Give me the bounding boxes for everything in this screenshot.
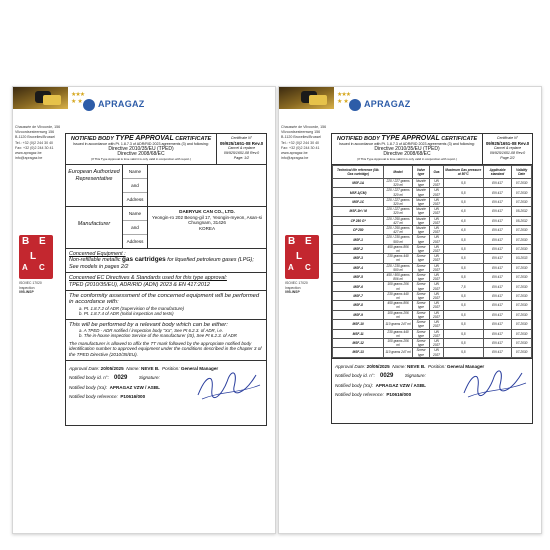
table-cell: EN 417 xyxy=(483,254,512,263)
table-cell: Screw type xyxy=(412,301,429,310)
table-header-cell: Model xyxy=(384,166,412,179)
table-cell: EN 417 xyxy=(483,348,512,357)
table-row xyxy=(333,338,532,347)
table-row xyxy=(333,188,532,197)
table-cell: 230 grams 440 ml xyxy=(384,254,412,263)
table-row xyxy=(333,348,532,357)
table-cell: Nozzle type xyxy=(412,207,429,216)
table-cell: MSF-1 xyxy=(333,235,384,244)
table-cell: Screw type xyxy=(412,263,429,272)
table-cell: EN 417 xyxy=(483,338,512,347)
table-cell: EN 417 xyxy=(483,320,512,329)
table-cell: 5,5 xyxy=(443,179,483,188)
table-cell: EN 417 xyxy=(483,263,512,272)
table-cell: UN 2037 xyxy=(430,254,444,263)
page-number: Page: 1/2 xyxy=(233,156,250,160)
conformity-section: The conformity assessment of the concerned equipment will be performed in accordance with: a. Pt. 1.8.7.2 of ADR (Supervision of the manufacture) b. Pt. 1.8.7.4 of ADR (Initial inspection and tests) xyxy=(66,291,266,320)
table-cell: MSF-2 xyxy=(333,244,384,253)
table-row xyxy=(333,244,532,253)
table-row xyxy=(333,235,532,244)
table-cell: 7,5 xyxy=(443,282,483,291)
table-cell: MSF-10 xyxy=(333,320,384,329)
table-cell: 07.2030 xyxy=(512,282,532,291)
table-cell: EN 417 xyxy=(483,188,512,197)
cert-label: Certificate N° xyxy=(230,136,253,140)
table-row xyxy=(333,263,532,272)
table-row xyxy=(333,273,532,282)
table-row xyxy=(333,179,532,188)
table-cell: MSF-12 xyxy=(333,338,384,347)
table-row xyxy=(333,329,532,338)
table-row xyxy=(333,216,532,225)
table-cell: Nozzle type xyxy=(412,197,429,206)
table-cell: 230 grams 440 ml xyxy=(384,329,412,338)
table-cell: EN 417 xyxy=(483,244,512,253)
certificate-title: NOTIFIED BODY TYPE APPROVAL CERTIFICATE xyxy=(70,135,212,142)
table-cell: EN 417 xyxy=(483,179,512,188)
table-cell: UN 2037 xyxy=(430,179,444,188)
table-cell: UN 2037 xyxy=(430,216,444,225)
table-cell: Screw type xyxy=(412,310,429,319)
table-cell: 450 grams 806 ml xyxy=(384,244,412,253)
table-cell: EN 417 xyxy=(483,301,512,310)
table-cell: 6,5 xyxy=(443,216,483,225)
table-row xyxy=(333,291,532,300)
page-number: Page 2/2 xyxy=(500,156,515,160)
table-cell: 5,5 xyxy=(443,348,483,357)
table-cell: 230 grams 440 ml xyxy=(384,291,412,300)
table-cell: Screw type xyxy=(412,273,429,282)
manufacturer-row: Manufacturer Name and Address DAERYUK CAN CO., LTD. Yeongin-ro 202 Beong-gil 17, Yeongin-myeon, Asan-si Chungnam, 31426 KOREA xyxy=(66,207,266,249)
table-cell: UN 2037 xyxy=(430,329,444,338)
table-cell: MSF-3 xyxy=(333,254,384,263)
table-row xyxy=(333,310,532,319)
table-cell: 07.2030 xyxy=(512,263,532,272)
certificate-page-1 xyxy=(12,86,276,534)
table-cell: 100 grams 206 ml xyxy=(384,338,412,347)
table-cell: 5,5 xyxy=(443,263,483,272)
table-cell: MSF-9 xyxy=(333,310,384,319)
cert-number: 09/925/1651-08 Rev.0 xyxy=(219,141,264,146)
handwritten-signature xyxy=(458,363,528,403)
table-cell: UN 2037 xyxy=(430,291,444,300)
table-cell: 07.2030 xyxy=(512,273,532,282)
table-cell: 07.2030 xyxy=(512,348,532,357)
table-row xyxy=(333,254,532,263)
table-row xyxy=(333,207,532,216)
certificate-frame xyxy=(65,133,267,426)
table-cell: 110 grams 247 ml xyxy=(384,320,412,329)
issuer-name: APRAGAZ xyxy=(98,99,145,109)
signature-block: Approval Date: 20/05/2025 Name: NEVE B. Position: General Manager Notified body id. n°: 0029 Signature: Notified body (Xa): APRAGAZ VZW / ASBL Notified body reference: P10616/000 xyxy=(332,358,532,423)
table-cell: UN 2037 xyxy=(430,282,444,291)
table-cell: 05.2032 xyxy=(512,216,532,225)
table-cell: 220 / 227 grams 320 ml xyxy=(384,179,412,188)
rep-label: European Authorized Representative xyxy=(66,165,123,206)
directive-line: Directive 2008/68/EC xyxy=(117,151,165,157)
table-cell: EN 417 xyxy=(483,226,512,235)
table-cell: 07.2030 xyxy=(512,310,532,319)
table-row xyxy=(333,282,532,291)
table-cell: 5,5 xyxy=(443,338,483,347)
signature-block: Approval Date: 20/05/2025 Name: NEVE B. Position: General Manager Notified body id. n°: 0029 Signature: Notified body (Xa): APRAGAZ VZW / ASBL Notified body reference: P10616/000 xyxy=(66,361,266,425)
cancel-ref: 09/925/1651-08 Rev.0 xyxy=(223,151,260,155)
table-cell: EN 417 xyxy=(483,310,512,319)
apragaz-logo xyxy=(71,91,161,113)
table-cell: Screw type xyxy=(412,338,429,347)
table-header-cell: Validity Date xyxy=(512,166,532,179)
table-cell: UN 2037 xyxy=(430,310,444,319)
table-cell: MSF-13 xyxy=(333,348,384,357)
table-cell: 5,5 xyxy=(443,235,483,244)
table-cell: 07.2030 xyxy=(512,226,532,235)
table-cell: 220 / 227 grams 320 ml xyxy=(384,197,412,206)
table-cell: MSF-1(CM) xyxy=(333,188,384,197)
table-cell: 100 grams 206 ml xyxy=(384,282,412,291)
table-cell: 5,5 xyxy=(443,329,483,338)
table-cell: UN 2037 xyxy=(430,263,444,272)
table-cell: UN 2037 xyxy=(430,338,444,347)
table-cell: UN 2037 xyxy=(430,348,444,357)
table-cell: 6,5 xyxy=(443,226,483,235)
certificate-title: NOTIFIED BODY TYPE APPROVAL CERTIFICATE xyxy=(336,135,478,142)
models-table xyxy=(332,165,532,358)
certificate-header xyxy=(66,134,266,165)
table-cell: Screw type xyxy=(412,329,429,338)
table-cell: 5,5 xyxy=(443,273,483,282)
table-cell: 07.2030 xyxy=(512,188,532,197)
table-cell: MSF-11 xyxy=(333,329,384,338)
issuer-address: Chaussée de Vilvoorde, 156 Vilvoordsesteenweg 156 B-1120 Bruxelles/Brussel Tel.: +32 (0)2 244 30 40 Fax: +32 (0)2 244 30 41 www.apragaz.be info@apragaz.be xyxy=(281,125,327,161)
table-row xyxy=(333,320,532,329)
table-cell: 07.2030 xyxy=(512,320,532,329)
table-cell: Screw type xyxy=(412,282,429,291)
apragaz-mark-icon xyxy=(349,99,361,111)
table-cell: 07.2030 xyxy=(512,235,532,244)
table-cell: EN 417 xyxy=(483,329,512,338)
belac-logo: B E L A C xyxy=(285,235,319,279)
type-note: (If This Type Approval is time valid it is only valid in conjunction with report.) xyxy=(91,157,191,161)
table-cell: 450 / 500 grams 806 ml xyxy=(384,273,412,282)
table-cell: 450 grams 806 ml xyxy=(384,301,412,310)
table-cell: MSF-5 xyxy=(333,273,384,282)
table-cell: Nozzle type xyxy=(412,188,429,197)
table-cell: 07.2030 xyxy=(512,338,532,347)
issuer-address: Chaussée de Vilvoorde, 156 Vilvoordsesteenweg 156 B-1120 Bruxelles/Brussel Tel.: +32 (0)2 244 30 40 Fax: +32 (0)2 244 30 41 www.apragaz.be info@apragaz.be xyxy=(15,125,61,161)
table-cell: 220 / 227 grams 320 ml xyxy=(384,207,412,216)
directive-line: Directive 2010/35/EU (TPED) xyxy=(108,146,174,152)
issued-note: Issued in accordance with Pt. 1.8.7.3 of ADR/RID 2023 agreements (3) and following: xyxy=(73,142,209,146)
table-header-cell: Technical file reference (Nb. Gas cartridge) xyxy=(333,166,384,179)
table-cell: UN 2037 xyxy=(430,273,444,282)
table-cell: UN 2037 xyxy=(430,320,444,329)
apragaz-logo xyxy=(337,91,427,113)
manu-label: Manufacturer xyxy=(66,207,123,248)
table-cell: 220 / 250 grams 427 ml xyxy=(384,216,412,225)
table-cell: 07.2030 xyxy=(512,179,532,188)
issuer-name: APRAGAZ xyxy=(364,99,411,109)
table-cell: EN 417 xyxy=(483,207,512,216)
table-cell: 220 / 230 grams 500 ml xyxy=(384,235,412,244)
table-cell: 07.2030 xyxy=(512,329,532,338)
table-cell: EN 417 xyxy=(483,282,512,291)
table-cell: Screw type xyxy=(412,254,429,263)
table-cell: 03.2033 xyxy=(512,254,532,263)
table-cell: MSF-1A xyxy=(333,179,384,188)
table-row xyxy=(333,226,532,235)
table-cell: 6,5 xyxy=(443,207,483,216)
table-cell: Nozzle type xyxy=(412,179,429,188)
table-cell: UN 2037 xyxy=(430,235,444,244)
table-cell: 110 grams 247 ml xyxy=(384,348,412,357)
apragaz-mark-icon xyxy=(83,99,95,111)
table-cell: MSF-8 xyxy=(333,301,384,310)
table-cell: 07.2030 xyxy=(512,197,532,206)
table-row xyxy=(333,197,532,206)
table-cell: 220 / 227 grams 320 ml xyxy=(384,188,412,197)
handwritten-signature xyxy=(192,365,262,405)
belac-accreditation: B E L A C ISO/IEC 17020 Inspection 095-INSP xyxy=(285,235,323,295)
table-cell: UN 2037 xyxy=(430,301,444,310)
table-cell: Screw type xyxy=(412,244,429,253)
table-cell: UN 2037 xyxy=(430,188,444,197)
eu-stars-icon: ★★★ ★ ★ xyxy=(71,92,85,105)
table-cell: EN 417 xyxy=(483,291,512,300)
table-cell: 5,5 xyxy=(443,320,483,329)
table-cell: EN 417 xyxy=(483,216,512,225)
table-cell: 5,5 xyxy=(443,301,483,310)
table-cell: 100 grams 206 ml xyxy=(384,310,412,319)
table-row xyxy=(333,301,532,310)
certificate-header: NOTIFIED BODY TYPE APPROVAL CERTIFICATE Issued in accordance with Pt. 1.8.7.3 of ADR/RID 2023 agreements (3) and following: Directive 2010/35/EU (TPED) Directive 2008/68/EC (If This Type Approval is time valid it is only valid in conjunction with report.) Certificate N° 09/925/1651-08 Rev.0 Cancel & replace 09/925/1651-08 Rev.0 Page 2/2 xyxy=(332,134,532,165)
table-cell: 5,5 xyxy=(443,197,483,206)
table-cell: Nozzle type xyxy=(412,226,429,235)
table-cell: 220 / 230 grams 500 ml xyxy=(384,263,412,272)
certificate-page-2 xyxy=(278,86,542,534)
table-cell: MSF-1H / M xyxy=(333,207,384,216)
table-cell: EN 417 xyxy=(483,273,512,282)
header-photo xyxy=(279,87,334,109)
relevant-body-section: This will be performed by a relevant body which can be either: a. A TPED - ADR notified / inspection body "Xa", See Pt 6.2.3. of ADR, i.e. b. The in-house inspection Service of the manufacturer (IS), See Pt 6.2.3. of ADR The manufacturer is allowed to affix the TT mark followed by the appropriate notified body identification number to approved equipment under the conditions described in the chapter 3 of the TPED Directive (2010/35/EU). xyxy=(66,320,266,361)
table-cell: Screw type xyxy=(412,235,429,244)
cert-number: 09/925/1651-08 Rev.0 xyxy=(485,141,530,146)
table-cell: EN 417 xyxy=(483,197,512,206)
table-cell: 5,5 xyxy=(443,244,483,253)
certificate-frame xyxy=(331,133,533,424)
table-cell: EN 417 xyxy=(483,235,512,244)
table-cell: MSF-1C xyxy=(333,197,384,206)
equipment-section: Concerned Equipment : Non-refillable metallic gas cartridges for liquefied petroleum gases (LPG); See models in pages 2/2 xyxy=(66,249,266,273)
table-cell: 07.2030 xyxy=(512,291,532,300)
table-header-cell: Applicable standard xyxy=(483,166,512,179)
belac-logo: B E L A C xyxy=(19,235,53,279)
table-cell: Screw type xyxy=(412,291,429,300)
table-header-cell: Gas xyxy=(430,166,444,179)
table-cell: 5,5 xyxy=(443,310,483,319)
table-cell: MSF-4 xyxy=(333,263,384,272)
table-cell: 5,5 xyxy=(443,254,483,263)
table-cell: 05.2032 xyxy=(512,207,532,216)
standards-section: Concerned EC Directives & Standards used for this type approval: TPED (2010/35/EU), ADR/RID (ADN) 2023 & EN 417:2012 xyxy=(66,273,266,291)
header-photo xyxy=(13,87,68,109)
table-header-cell: Valve type xyxy=(412,166,429,179)
table-cell: UN 2037 xyxy=(430,244,444,253)
table-cell: 5,5 xyxy=(443,188,483,197)
table-header-cell: Maximum Gas pressure at 50°C xyxy=(443,166,483,179)
representative-row: European Authorized Representative Name and Address xyxy=(66,165,266,207)
table-cell: Screw type xyxy=(412,320,429,329)
table-cell: 07.2030 xyxy=(512,301,532,310)
belac-accreditation: B E L A C ISO/IEC 17020 Inspection 095-INSP xyxy=(19,235,57,295)
manufacturer-details: DAERYUK CAN CO., LTD. Yeongin-ro 202 Beong-gil 17, Yeongin-myeon, Asan-si Chungnam, 31426 KOREA xyxy=(152,209,262,231)
cancel-note: Cancel & replace xyxy=(227,146,256,150)
table-cell: CP 250 xyxy=(333,226,384,235)
table-cell: Nozzle type xyxy=(412,216,429,225)
table-cell: MSF-7 xyxy=(333,291,384,300)
eu-stars-icon: ★★★ ★ ★ xyxy=(337,92,351,105)
table-cell: UN 2037 xyxy=(430,226,444,235)
table-cell: 220 / 250 grams 427 ml xyxy=(384,226,412,235)
table-cell: MSF-6 xyxy=(333,282,384,291)
table-cell: UN 2037 xyxy=(430,197,444,206)
table-cell: Screw type xyxy=(412,348,429,357)
table-cell: UN 2037 xyxy=(430,207,444,216)
table-cell: 07.2030 xyxy=(512,244,532,253)
table-cell: CP 250 G* xyxy=(333,216,384,225)
table-cell: 5,5 xyxy=(443,291,483,300)
